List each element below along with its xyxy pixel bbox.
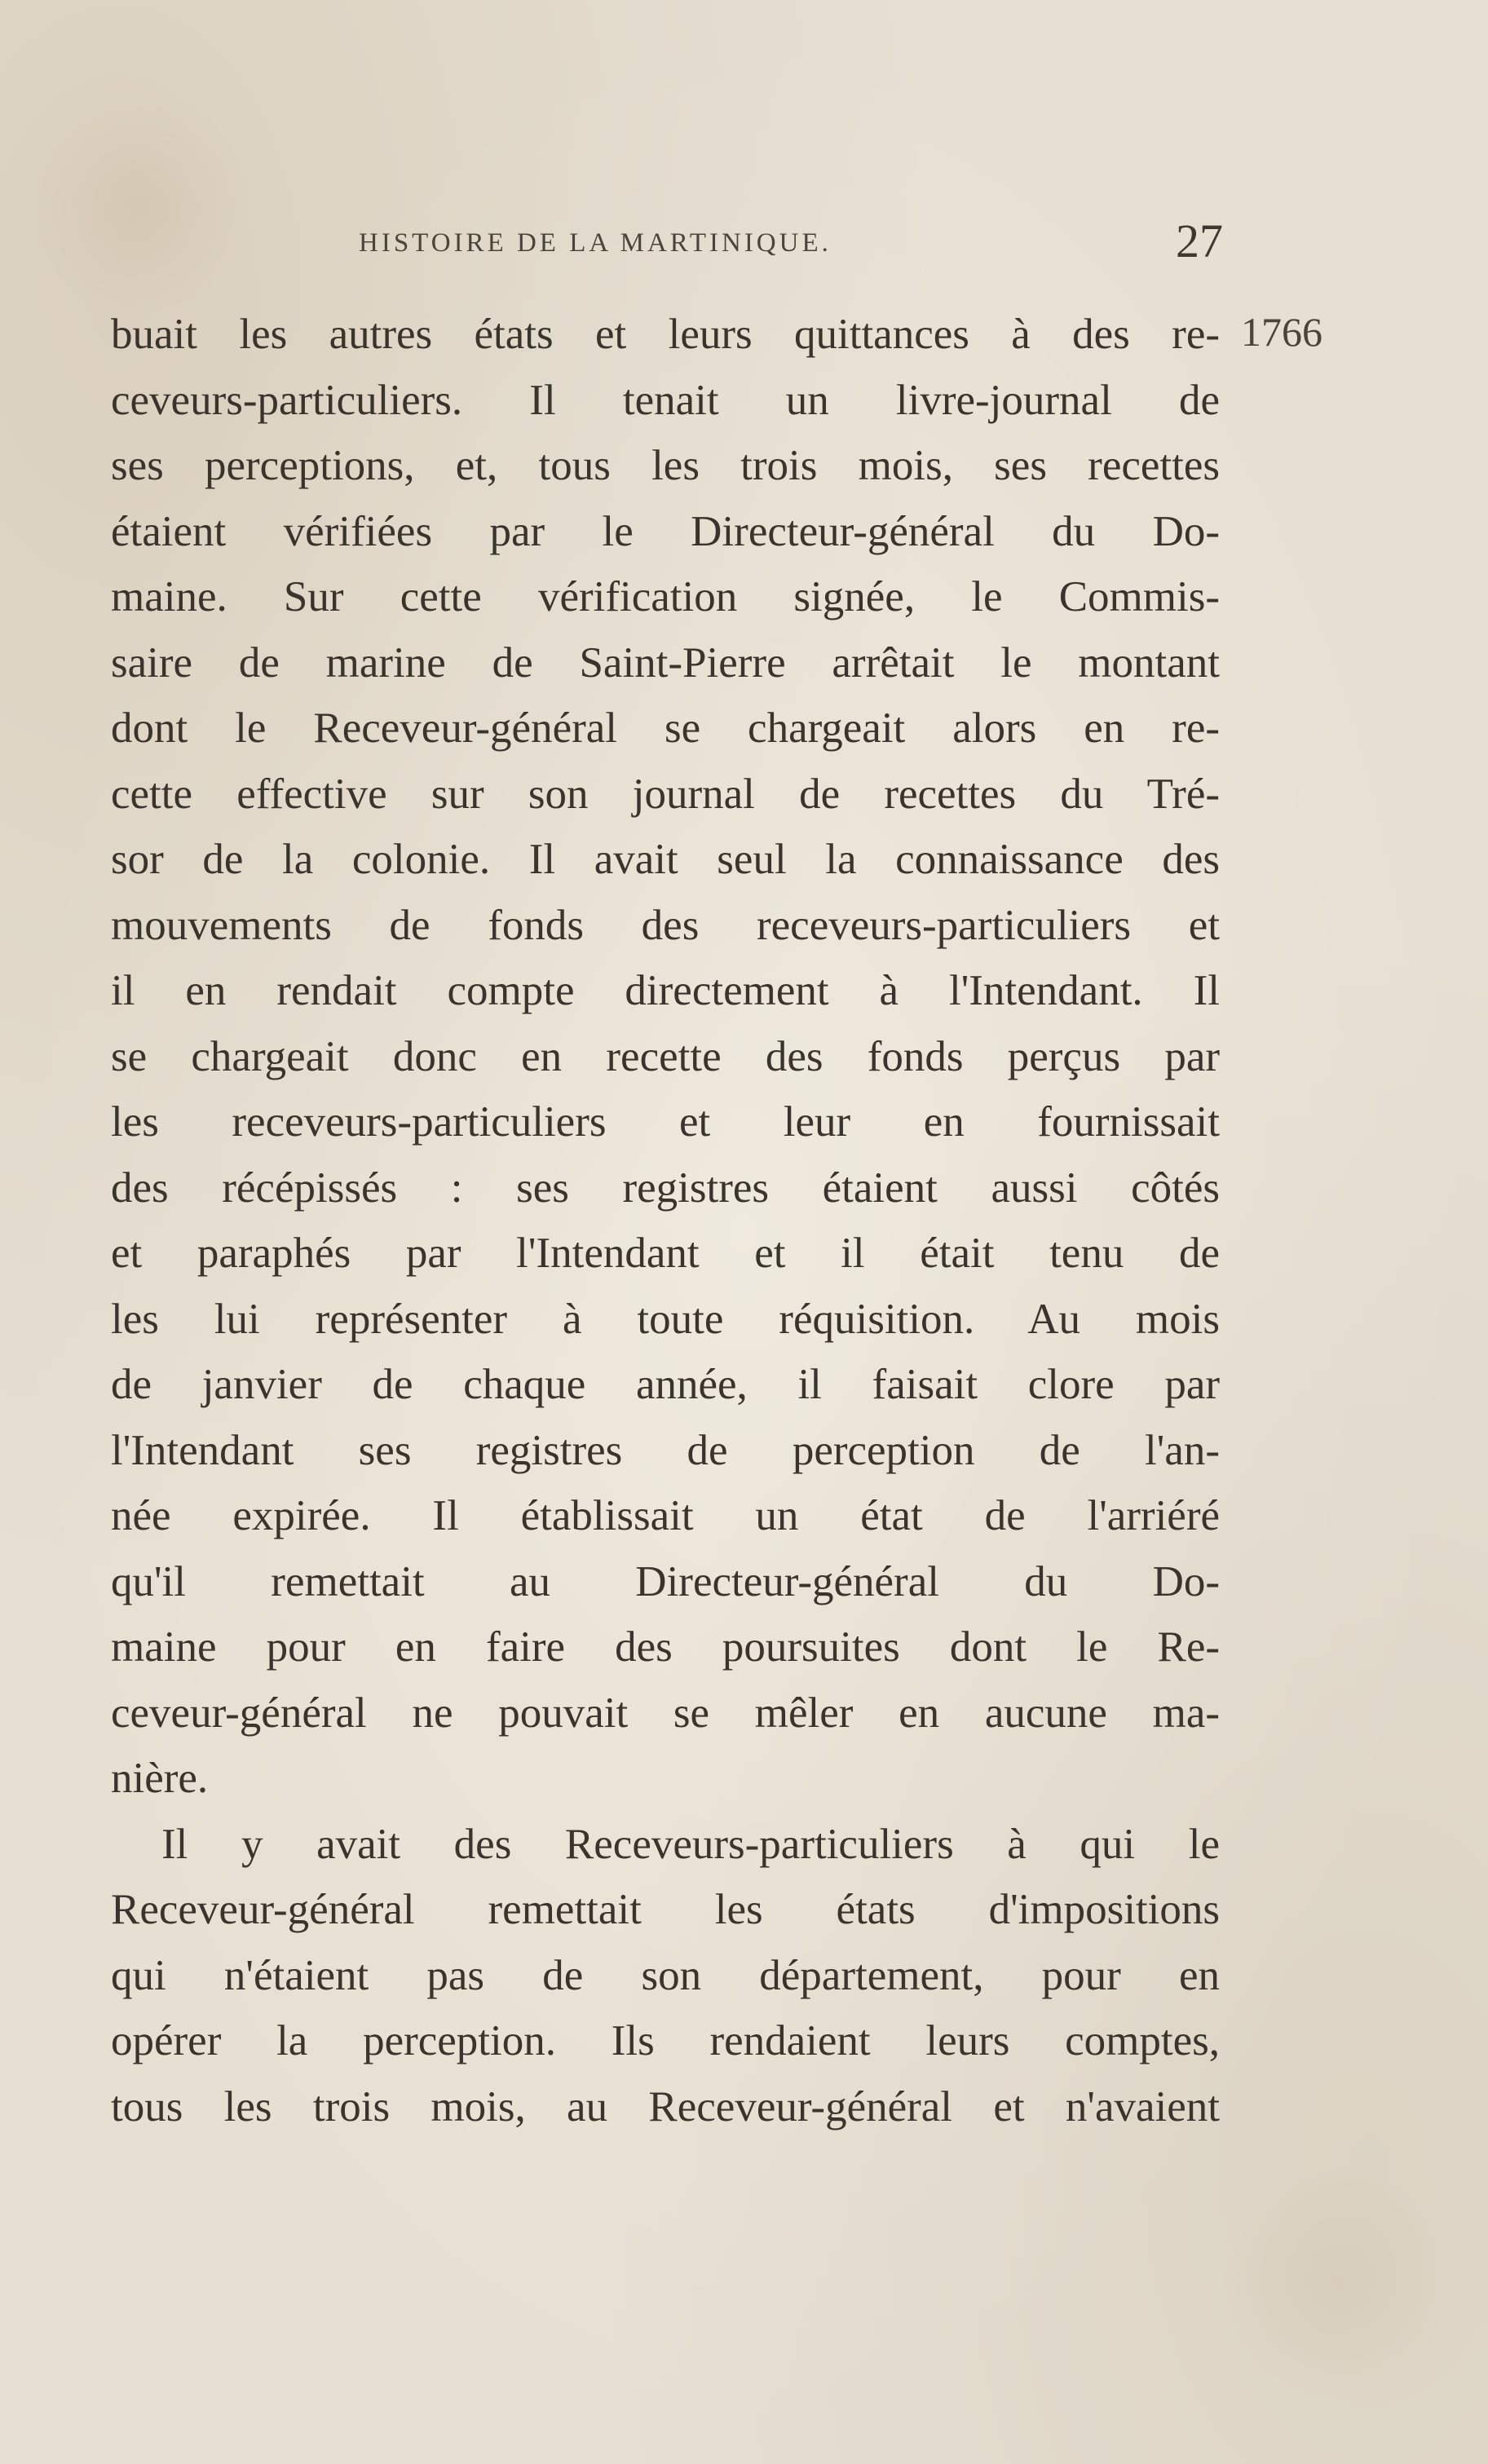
text-line: dont le Receveur-général se chargeait alors en re-: [111, 704, 1220, 752]
text-line: étaient vérifiées par le Directeur-général du Do-: [111, 507, 1220, 555]
page-number: 27: [1176, 214, 1223, 267]
text-line: saire de marine de Saint-Pierre arrêtait le montant: [111, 638, 1220, 687]
text-line: il en rendait compte directement à l'Intendant. Il: [111, 967, 1220, 1014]
text-line: ceveurs-particuliers. Il tenait un livre-journal de: [111, 376, 1220, 424]
text-line: Receveur-général remettait les états d'impositions: [111, 1886, 1220, 1933]
foxing-stain: [16, 98, 261, 310]
text-line: tous les trois mois, au Receveur-général et n'avaient: [111, 2082, 1220, 2131]
text-line: se chargeait donc en recette des fonds perçus par: [111, 1032, 1220, 1080]
text-line: qui n'étaient pas de son département, pour en: [111, 1951, 1220, 1999]
running-title: HISTOIRE DE LA MARTINIQUE.: [359, 228, 832, 258]
text-line: nière.: [111, 1755, 209, 1802]
paragraph-1: [111, 302, 1220, 1812]
text-line: maine. Sur cette vérification signée, le Commis-: [111, 573, 1220, 620]
foxing-stain: [1223, 2161, 1451, 2405]
text-line: née expirée. Il établissait un état de l'arriéré: [111, 1492, 1220, 1539]
text-line: ses perceptions, et, tous les trois mois, ses recettes: [111, 442, 1220, 489]
text-line: sor de la colonie. Il avait seul la connaissance des: [111, 836, 1220, 883]
body-text: [111, 302, 1220, 2139]
text-line: buait les autres états et leurs quittances à des re-: [111, 311, 1220, 358]
text-line: de janvier de chaque année, il faisait clore par: [111, 1361, 1220, 1408]
running-head: [359, 214, 1223, 271]
text-line: les receveurs-particuliers et leur en fournissait: [111, 1098, 1220, 1146]
text-line: opérer la perception. Ils rendaient leurs comptes,: [111, 2017, 1220, 2064]
text-line: mouvements de fonds des receveurs-particuliers et: [111, 901, 1220, 949]
text-line: et paraphés par l'Intendant et il était tenu de: [111, 1230, 1220, 1277]
text-line: Il y avait des Receveurs-particuliers à qui le: [161, 1820, 1220, 1868]
margin-year-note: 1766: [1241, 309, 1322, 355]
paragraph-2: [111, 1812, 1220, 2140]
text-line: maine pour en faire des poursuites dont le Re-: [111, 1623, 1220, 1671]
text-line: les lui représenter à toute réquisition. Au mois: [111, 1295, 1220, 1343]
text-line: l'Intendant ses registres de perception de l'an-: [111, 1426, 1220, 1474]
text-line: cette effective sur son journal de recettes du Tré-: [111, 770, 1220, 818]
text-line: ceveur-général ne pouvait se mêler en aucune ma-: [111, 1689, 1220, 1737]
text-line: des récépissés : ses registres étaient aussi côtés: [111, 1164, 1220, 1212]
text-line: qu'il remettait au Directeur-général du Do-: [111, 1557, 1220, 1605]
